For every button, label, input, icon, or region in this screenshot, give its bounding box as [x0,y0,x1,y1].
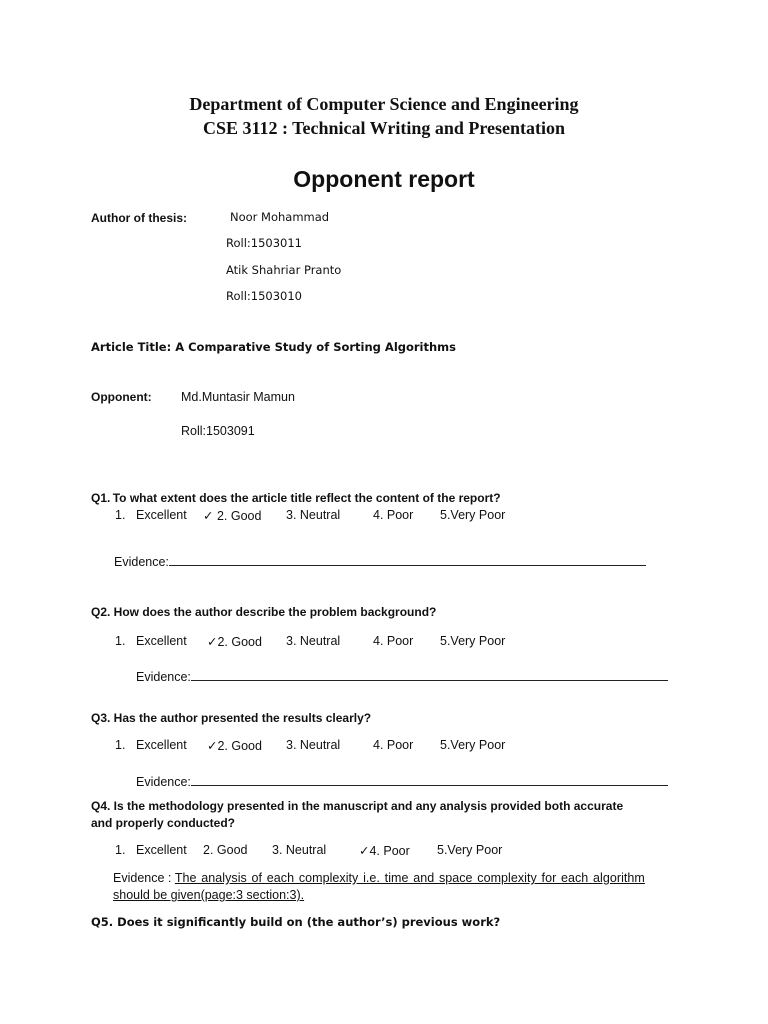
author-roll-2: Roll:1503010 [226,289,302,303]
q2-evidence-label: Evidence: [136,670,191,684]
q4-option-very-poor: 5.Very Poor [437,843,503,857]
question-2: Q2. How does the author describe the problem background? [91,605,437,619]
q1-evidence-label: Evidence: [114,555,169,569]
q1-option-good-checked: ✓ 2. Good [203,509,262,523]
question-4-line-2: and properly conducted? [91,816,236,830]
q4-evidence-text-1: The analysis of each complexity i.e. time and space complexity for each algorithm [174,871,645,885]
opponent-label: Opponent: [91,390,152,404]
question-4-line-1: Q4. Is the methodology presented in the manuscript and any analysis provided both accurate [91,799,624,813]
q2-option-poor: 4. Poor [373,634,414,648]
course-heading: CSE 3112 : Technical Writing and Presentation [202,118,566,138]
q4-evidence-label: Evidence : [113,871,175,885]
opponent-roll: Roll:1503091 [181,424,255,438]
q2-option-excellent: Excellent [136,634,187,648]
q1-evidence-blank[interactable] [169,552,646,566]
q3-option-poor: 4. Poor [373,738,414,752]
question-1: Q1. To what extent does the article title reflect the content of the report? [91,491,501,505]
q4-option-poor-checked: ✓4. Poor [359,844,410,858]
q4-option-good: 2. Good [203,843,248,857]
q3-option-num: 1. [115,738,126,752]
author-roll-1: Roll:1503011 [226,236,302,250]
q3-evidence-blank[interactable] [191,772,668,786]
q3-option-very-poor: 5.Very Poor [440,738,506,752]
question-5: Q5. Does it significantly build on (the author’s) previous work? [91,915,501,929]
q4-option-neutral: 3. Neutral [272,843,327,857]
q3-option-excellent: Excellent [136,738,187,752]
q3-option-good-checked: ✓2. Good [207,739,262,753]
q2-option-very-poor: 5.Very Poor [440,634,506,648]
opponent-name: Md.Muntasir Mamun [181,390,295,404]
page-title: Opponent report [293,166,475,192]
department-heading: Department of Computer Science and Engineering [189,94,579,114]
q2-option-num: 1. [115,634,126,648]
q4-option-num: 1. [115,843,126,857]
q1-option-excellent: Excellent [136,508,187,522]
q1-option-num: 1. [115,508,126,522]
q3-evidence [136,772,668,789]
article-title: Article Title: A Comparative Study of Sorting Algorithms [91,340,457,354]
q1-evidence [114,552,646,569]
q1-option-poor: 4. Poor [373,508,414,522]
author-name-2: Atik Shahriar Pranto [226,263,342,277]
author-label: Author of thesis: [91,211,187,225]
q3-evidence-label: Evidence: [136,775,191,789]
q2-evidence-blank[interactable] [191,667,668,681]
q1-option-neutral: 3. Neutral [286,508,341,522]
q2-option-good-checked: ✓2. Good [207,635,262,649]
q3-option-neutral: 3. Neutral [286,738,341,752]
author-name-1: Noor Mohammad [230,210,330,224]
q2-evidence [136,667,668,684]
q4-evidence-line-2: should be given(page:3 section:3). [113,888,305,902]
q4-evidence-line-1 [113,871,645,885]
q2-option-neutral: 3. Neutral [286,634,341,648]
question-3: Q3. Has the author presented the results clearly? [91,711,372,725]
q4-option-excellent: Excellent [136,843,187,857]
q1-option-very-poor: 5.Very Poor [440,508,506,522]
